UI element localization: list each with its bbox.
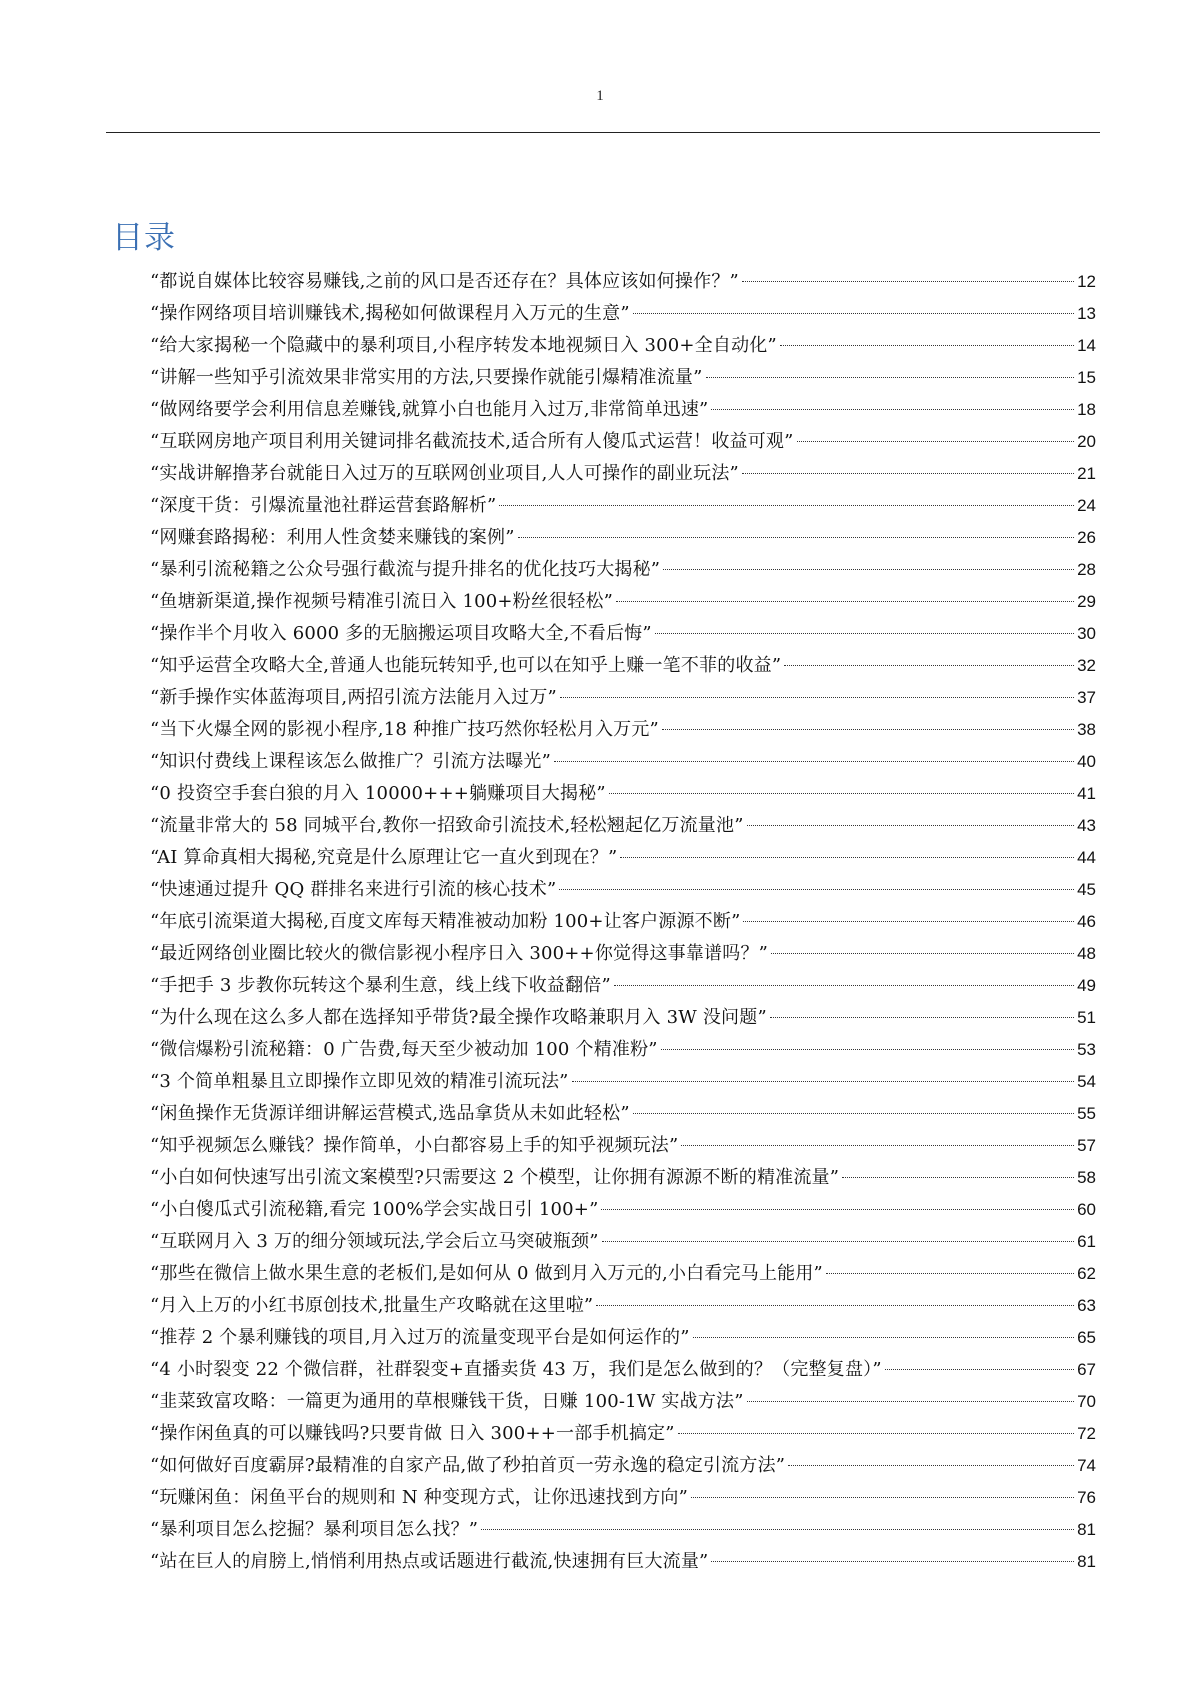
- toc-dot-leader: [747, 825, 1074, 826]
- toc-entry-title: “年底引流渠道大揭秘,百度文库每天精准被动加粉 100+让客户源源不断”: [150, 911, 741, 932]
- toc-entry-page-number: 81: [1077, 1520, 1096, 1539]
- toc-dot-leader: [663, 569, 1074, 570]
- toc-dot-leader: [788, 1465, 1074, 1466]
- toc-dot-leader: [633, 1113, 1074, 1114]
- toc-entry-page-number: 70: [1077, 1392, 1096, 1411]
- toc-dot-leader: [572, 1081, 1075, 1082]
- toc-entry-title: “那些在微信上做水果生意的老板们,是如何从 0 做到月入万元的,小白看完马上能用”: [150, 1263, 823, 1284]
- toc-entry[interactable]: [150, 746, 1096, 778]
- toc-entry[interactable]: [150, 426, 1096, 458]
- toc-entry-title: “3 个简单粗暴且立即操作立即见效的精准引流玩法”: [150, 1071, 569, 1092]
- toc-entry-page-number: 41: [1077, 784, 1096, 803]
- toc-dot-leader: [691, 1497, 1074, 1498]
- toc-entry-title: “手把手 3 步教你玩转这个暴利生意，线上线下收益翻倍”: [150, 975, 611, 996]
- toc-dot-leader: [842, 1177, 1074, 1178]
- toc-entry-title: “操作网络项目培训赚钱术,揭秘如何做课程月入万元的生意”: [150, 303, 630, 324]
- toc-entry-title: “韭菜致富攻略：一篇更为通用的草根赚钱干货，日赚 100-1W 实战方法”: [150, 1391, 744, 1412]
- toc-entry-title: “新手操作实体蓝海项目,两招引流方法能月入过万”: [150, 687, 557, 708]
- toc-entry[interactable]: [150, 1034, 1096, 1066]
- header-rule: [106, 132, 1100, 133]
- toc-entry-title: “AI 算命真相大揭秘,究竟是什么原理让它一直火到现在？”: [150, 847, 618, 868]
- toc-dot-leader: [770, 1017, 1074, 1018]
- toc-entry-page-number: 40: [1077, 752, 1096, 771]
- toc-entry[interactable]: [150, 906, 1096, 938]
- toc-entry[interactable]: [150, 298, 1096, 330]
- toc-entry-page-number: 32: [1077, 656, 1096, 675]
- toc-dot-leader: [693, 1337, 1074, 1338]
- toc-entry-title: “暴利引流秘籍之公众号强行截流与提升排名的优化技巧大揭秘”: [150, 559, 661, 580]
- toc-entry-page-number: 60: [1077, 1200, 1096, 1219]
- toc-entry-page-number: 38: [1077, 720, 1096, 739]
- toc-entry[interactable]: [150, 938, 1096, 970]
- toc-entry-title: “小白傻瓜式引流秘籍,看完 100%学会实战日引 100+”: [150, 1199, 599, 1220]
- toc-entry-title: “鱼塘新渠道,操作视频号精准引流日入 100+粉丝很轻松”: [150, 591, 614, 612]
- toc-dot-leader: [620, 857, 1074, 858]
- toc-entry-page-number: 20: [1077, 432, 1096, 451]
- toc-dot-leader: [616, 601, 1074, 602]
- toc-dot-leader: [655, 633, 1074, 634]
- toc-dot-leader: [711, 409, 1074, 410]
- toc-entry-title: “讲解一些知乎引流效果非常实用的方法,只要操作就能引爆精准流量”: [150, 367, 703, 388]
- toc-entry-page-number: 53: [1077, 1040, 1096, 1059]
- toc-entry-page-number: 45: [1077, 880, 1096, 899]
- toc-entry-title: “操作半个月收入 6000 多的无脑搬运项目攻略大全,不看后悔”: [150, 623, 652, 644]
- toc-entry[interactable]: [150, 778, 1096, 810]
- toc-entry-page-number: 13: [1077, 304, 1096, 323]
- toc-dot-leader: [661, 1049, 1074, 1050]
- toc-entry-title: “互联网房地产项目利用关键词排名截流技术,适合所有人傻瓜式运营！收益可观”: [150, 431, 794, 452]
- toc-entry-title: “都说自媒体比较容易赚钱,之前的风口是否还存在？具体应该如何操作？”: [150, 271, 739, 292]
- toc-entry-title: “给大家揭秘一个隐藏中的暴利项目,小程序转发本地视频日入 300+全自动化”: [150, 335, 777, 356]
- toc-entry[interactable]: [150, 1354, 1096, 1386]
- toc-dot-leader: [560, 697, 1074, 698]
- toc-entry-title: “互联网月入 3 万的细分领域玩法,学会后立马突破瓶颈”: [150, 1231, 599, 1252]
- toc-dot-leader: [797, 441, 1075, 442]
- toc-entry[interactable]: [150, 1194, 1096, 1226]
- toc-dot-leader: [780, 345, 1074, 346]
- toc-entry[interactable]: [150, 1162, 1096, 1194]
- toc-entry-page-number: 44: [1077, 848, 1096, 867]
- toc-entry-page-number: 24: [1077, 496, 1096, 515]
- toc-entry[interactable]: [150, 1130, 1096, 1162]
- toc-entry[interactable]: [150, 266, 1096, 298]
- toc-entry-page-number: 72: [1077, 1424, 1096, 1443]
- toc-dot-leader: [518, 537, 1074, 538]
- toc-entry[interactable]: [150, 458, 1096, 490]
- toc-entry-title: “快速通过提升 QQ 群排名来进行引流的核心技术”: [150, 879, 557, 900]
- toc-entry-title: “最近网络创业圈比较火的微信影视小程序日入 300++你觉得这事靠谱吗？”: [150, 943, 769, 964]
- toc-entry[interactable]: [150, 1546, 1096, 1578]
- toc-entry-page-number: 28: [1077, 560, 1096, 579]
- toc-entry-page-number: 65: [1077, 1328, 1096, 1347]
- toc-entry[interactable]: [150, 810, 1096, 842]
- toc-entry-title: “网赚套路揭秘：利用人性贪婪来赚钱的案例”: [150, 527, 515, 548]
- toc-entry[interactable]: [150, 1098, 1096, 1130]
- toc-entry[interactable]: [150, 618, 1096, 650]
- toc-entry[interactable]: [150, 1258, 1096, 1290]
- toc-entry[interactable]: [150, 970, 1096, 1002]
- toc-entry[interactable]: [150, 842, 1096, 874]
- toc-entry[interactable]: [150, 1450, 1096, 1482]
- toc-entry[interactable]: [150, 650, 1096, 682]
- toc-dot-leader: [601, 1209, 1074, 1210]
- toc-dot-leader: [481, 1529, 1074, 1530]
- toc-entry-title: “实战讲解撸茅台就能日入过万的互联网创业项目,人人可操作的副业玩法”: [150, 463, 739, 484]
- toc-dot-leader: [602, 1241, 1074, 1242]
- toc-entry-page-number: 37: [1077, 688, 1096, 707]
- toc-entry-page-number: 12: [1077, 272, 1096, 291]
- toc-entry[interactable]: [150, 362, 1096, 394]
- toc-entry-title: “推荐 2 个暴利赚钱的项目,月入过万的流量变现平台是如何运作的”: [150, 1327, 690, 1348]
- toc-entry[interactable]: [150, 1418, 1096, 1450]
- toc-entry-title: “做网络要学会利用信息差赚钱,就算小白也能月入过万,非常简单迅速”: [150, 399, 709, 420]
- toc-dot-leader: [771, 953, 1074, 954]
- toc-entry-page-number: 48: [1077, 944, 1096, 963]
- toc-entry-page-number: 67: [1077, 1360, 1096, 1379]
- toc-title: 目录: [112, 220, 176, 256]
- toc-entry-page-number: 26: [1077, 528, 1096, 547]
- toc-entry-page-number: 55: [1077, 1104, 1096, 1123]
- toc-entry-page-number: 74: [1077, 1456, 1096, 1475]
- toc-dot-leader: [681, 1145, 1074, 1146]
- toc-dot-leader: [711, 1561, 1074, 1562]
- toc-dot-leader: [596, 1305, 1074, 1306]
- toc-entry-page-number: 49: [1077, 976, 1096, 995]
- toc-entry[interactable]: [150, 1514, 1096, 1546]
- toc-entry-page-number: 30: [1077, 624, 1096, 643]
- toc-dot-leader: [678, 1433, 1074, 1434]
- toc-entry-title: “如何做好百度霸屏?最精准的自家产品,做了秒拍首页一劳永逸的稳定引流方法”: [150, 1455, 786, 1476]
- toc-entry[interactable]: [150, 394, 1096, 426]
- toc-entry-page-number: 61: [1077, 1232, 1096, 1251]
- toc-dot-leader: [747, 1401, 1074, 1402]
- toc-entry-page-number: 51: [1077, 1008, 1096, 1027]
- toc-entry-page-number: 21: [1077, 464, 1096, 483]
- toc-list: [150, 266, 1096, 1578]
- toc-entry-title: “小白如何快速写出引流文案模型?只需要这 2 个模型，让你拥有源源不断的精准流量”: [150, 1167, 840, 1188]
- toc-entry-title: “站在巨人的肩膀上,悄悄利用热点或话题进行截流,快速拥有巨大流量”: [150, 1551, 709, 1572]
- toc-entry[interactable]: [150, 522, 1096, 554]
- toc-entry-title: “流量非常大的 58 同城平台,教你一招致命引流技术,轻松翘起亿万流量池”: [150, 815, 744, 836]
- page-number: 1: [596, 88, 604, 104]
- toc-entry-title: “为什么现在这么多人都在选择知乎带货?最全操作攻略兼职月入 3W 没问题”: [150, 1007, 767, 1028]
- toc-entry-title: “4 小时裂变 22 个微信群，社群裂变+直播卖货 43 万，我们是怎么做到的？（完整复盘）”: [150, 1359, 882, 1380]
- toc-entry[interactable]: [150, 1226, 1096, 1258]
- toc-dot-leader: [826, 1273, 1074, 1274]
- toc-entry-page-number: 18: [1077, 400, 1096, 419]
- toc-entry-title: “知乎运营全攻略大全,普通人也能玩转知乎,也可以在知乎上赚一笔不菲的收益”: [150, 655, 782, 676]
- toc-entry[interactable]: [150, 1482, 1096, 1514]
- toc-dot-leader: [742, 473, 1074, 474]
- toc-entry[interactable]: [150, 1290, 1096, 1322]
- toc-dot-leader: [609, 793, 1074, 794]
- toc-entry-title: “月入上万的小红书原创技术,批量生产攻略就在这里啦”: [150, 1295, 594, 1316]
- toc-entry-title: “知识付费线上课程该怎么做推广？引流方法曝光”: [150, 751, 552, 772]
- toc-entry[interactable]: [150, 682, 1096, 714]
- toc-entry[interactable]: [150, 586, 1096, 618]
- toc-entry-page-number: 15: [1077, 368, 1096, 387]
- toc-dot-leader: [706, 377, 1075, 378]
- toc-entry-page-number: 62: [1077, 1264, 1096, 1283]
- toc-entry-title: “深度干货：引爆流量池社群运营套路解析”: [150, 495, 497, 516]
- toc-entry-page-number: 63: [1077, 1296, 1096, 1315]
- toc-entry-page-number: 58: [1077, 1168, 1096, 1187]
- toc-entry-title: “0 投资空手套白狼的月入 10000+++躺赚项目大揭秘”: [150, 783, 606, 804]
- toc-entry-title: “暴利项目怎么挖掘？暴利项目怎么找？”: [150, 1519, 479, 1540]
- toc-entry[interactable]: [150, 714, 1096, 746]
- toc-entry[interactable]: [150, 1386, 1096, 1418]
- toc-dot-leader: [614, 985, 1074, 986]
- toc-entry-title: “微信爆粉引流秘籍：0 广告费,每天至少被动加 100 个精准粉”: [150, 1039, 658, 1060]
- toc-entry-title: “知乎视频怎么赚钱？操作简单，小白都容易上手的知乎视频玩法”: [150, 1135, 679, 1156]
- toc-dot-leader: [633, 313, 1074, 314]
- toc-entry-page-number: 57: [1077, 1136, 1096, 1155]
- toc-entry-page-number: 54: [1077, 1072, 1096, 1091]
- toc-dot-leader: [499, 505, 1074, 506]
- toc-dot-leader: [554, 761, 1074, 762]
- toc-entry-page-number: 29: [1077, 592, 1096, 611]
- toc-dot-leader: [743, 921, 1074, 922]
- toc-dot-leader: [662, 729, 1074, 730]
- toc-entry-page-number: 46: [1077, 912, 1096, 931]
- toc-entry[interactable]: [150, 1002, 1096, 1034]
- toc-dot-leader: [784, 665, 1074, 666]
- toc-entry-page-number: 14: [1077, 336, 1096, 355]
- toc-entry-page-number: 76: [1077, 1488, 1096, 1507]
- toc-dot-leader: [885, 1369, 1074, 1370]
- toc-entry-title: “操作闲鱼真的可以赚钱吗?只要肯做 日入 300++一部手机搞定”: [150, 1423, 675, 1444]
- toc-dot-leader: [742, 281, 1074, 282]
- toc-entry[interactable]: [150, 554, 1096, 586]
- toc-entry[interactable]: [150, 874, 1096, 906]
- toc-entry-page-number: 81: [1077, 1552, 1096, 1571]
- toc-entry[interactable]: [150, 1066, 1096, 1098]
- toc-entry-title: “玩赚闲鱼：闲鱼平台的规则和 N 种变现方式，让你迅速找到方向”: [150, 1487, 688, 1508]
- toc-entry[interactable]: [150, 490, 1096, 522]
- toc-entry-title: “闲鱼操作无货源详细讲解运营模式,选品拿货从未如此轻松”: [150, 1103, 630, 1124]
- toc-dot-leader: [559, 889, 1074, 890]
- toc-entry-page-number: 43: [1077, 816, 1096, 835]
- toc-entry-title: “当下火爆全网的影视小程序,18 种推广技巧然你轻松月入万元”: [150, 719, 659, 740]
- toc-entry[interactable]: [150, 330, 1096, 362]
- toc-entry[interactable]: [150, 1322, 1096, 1354]
